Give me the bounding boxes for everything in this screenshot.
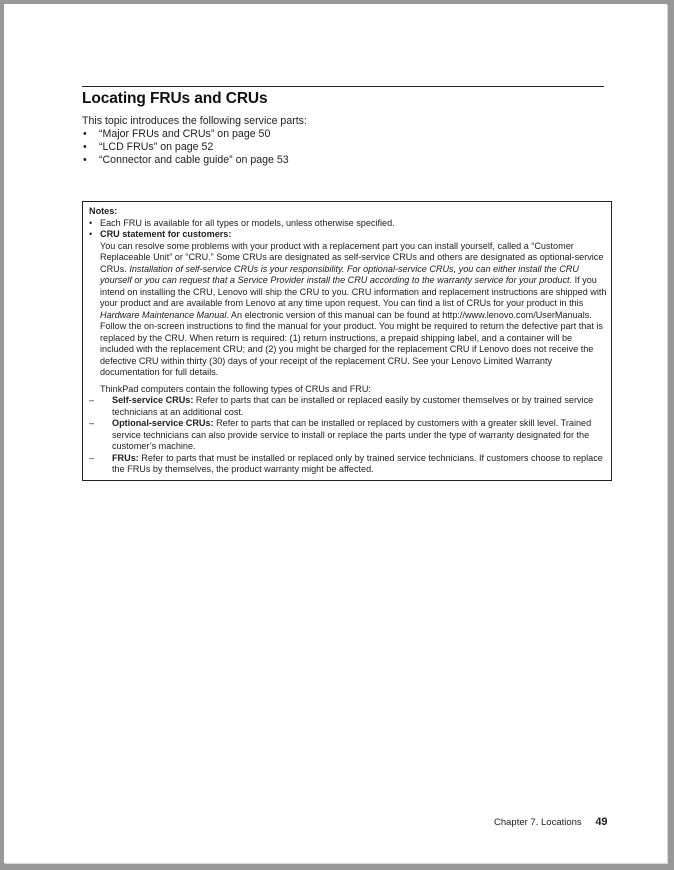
- note-item-availability: [89, 218, 607, 230]
- chapter-label: Chapter 7. Locations: [494, 817, 582, 828]
- link-connector-guide[interactable]: [82, 154, 307, 167]
- section-title: Locating FRUs and CRUs: [82, 90, 268, 107]
- type-term: FRUs:: [112, 452, 139, 463]
- type-description: Refer to parts that can be installed or replaced easily by customer themselves or by trained service technicians at an additional cost.: [112, 395, 594, 417]
- type-description: Refer to parts that can be installed or replaced by customers with a greater skill level. Trained service technicians can also provide service to install or replace the parts under the type of warranty designated for the customer’s machine.: [112, 418, 592, 451]
- link-text[interactable]: “Connector and cable guide” on page 53: [99, 154, 289, 166]
- type-item-self-service: [89, 395, 607, 418]
- bullet-icon: •: [83, 141, 87, 153]
- type-term: Self-service CRUs:: [112, 395, 194, 405]
- link-text[interactable]: “LCD FRUs” on page 52: [99, 141, 214, 153]
- bullet-icon: •: [83, 128, 87, 140]
- link-lcd-frus[interactable]: [82, 141, 307, 154]
- notes-box: [82, 201, 612, 481]
- link-major-frus[interactable]: [82, 128, 307, 141]
- dash-icon: –: [89, 395, 95, 405]
- cru-statement-paragraph: [100, 241, 607, 379]
- service-parts-list: [82, 128, 307, 167]
- cru-text-a: You can resolve some problems with your product with a replacement part you can install yourself, called a “Customer Replaceable Unit” or “CRU.” Some CRUs are designated as self-service CRUs and others are designated as optional-service CRUs.: [100, 240, 604, 274]
- type-description: Refer to parts that must be installed or replaced only by trained service technicians. If customers choose to replace the FRUs by themselves, the product warranty might be affected.: [112, 452, 603, 474]
- notes-label: Notes:: [89, 206, 118, 216]
- note-item-cru-statement: [89, 229, 607, 379]
- link-text[interactable]: “Major FRUs and CRUs” on page 50: [99, 128, 271, 140]
- type-term: Optional-service CRUs:: [112, 418, 214, 428]
- bullet-icon: •: [89, 217, 93, 228]
- type-item-frus: [89, 453, 607, 476]
- page-number: 49: [595, 816, 608, 828]
- document-page: [4, 4, 667, 863]
- page-footer: [494, 816, 608, 828]
- bullet-icon: •: [83, 154, 87, 166]
- type-item-optional-service: [89, 418, 607, 453]
- dash-icon: –: [89, 418, 95, 428]
- cru-text-italic: Installation of self-service CRUs is your responsibility. For optional-service CRUs, you can either install the CRU yourself or you can request that a Service Provider install the CRU according to the warranty service for your product.: [100, 263, 579, 285]
- notes-list: [89, 218, 607, 379]
- section-rule: [82, 86, 604, 87]
- cru-text-c: . An electronic version of this manual can be found at http://www.lenovo.com/UserManuals. Follow the on-screen instructions to find the manual for your product. You might be required to return the defective part that is replaced by the CRU. When return is required: (1) return instructions, a prepaid shipping label, and a container will be included with the replacement CRU; and (2) you might be charged for the replacement CRU if Lenovo does not receive the defective CRU within thirty (30) days of your receipt of the replacement CRU. See your Lenovo Limited Warranty documentation for full details.: [100, 309, 603, 377]
- types-block: [89, 384, 607, 396]
- intro-text: This topic introduces the following service parts:: [82, 115, 307, 127]
- manual-title: Hardware Maintenance Manual: [100, 309, 227, 320]
- types-intro: ThinkPad computers contain the following types of CRUs and FRU:: [100, 383, 371, 394]
- dash-icon: –: [89, 452, 95, 463]
- cru-text-b: If you intend on installing the CRU, Lenovo will ship the CRU to you. CRU information and replacement instructions are shipped with your product and are available from Lenovo at any time upon request. You can find a list of CRUs for your product in this: [100, 275, 607, 308]
- note-text: Each FRU is available for all types or models, unless otherwise specified.: [100, 217, 395, 228]
- cru-statement-heading: CRU statement for customers:: [100, 229, 232, 239]
- bullet-icon: •: [89, 229, 93, 239]
- intro-block: [82, 115, 307, 167]
- types-list: [89, 395, 607, 476]
